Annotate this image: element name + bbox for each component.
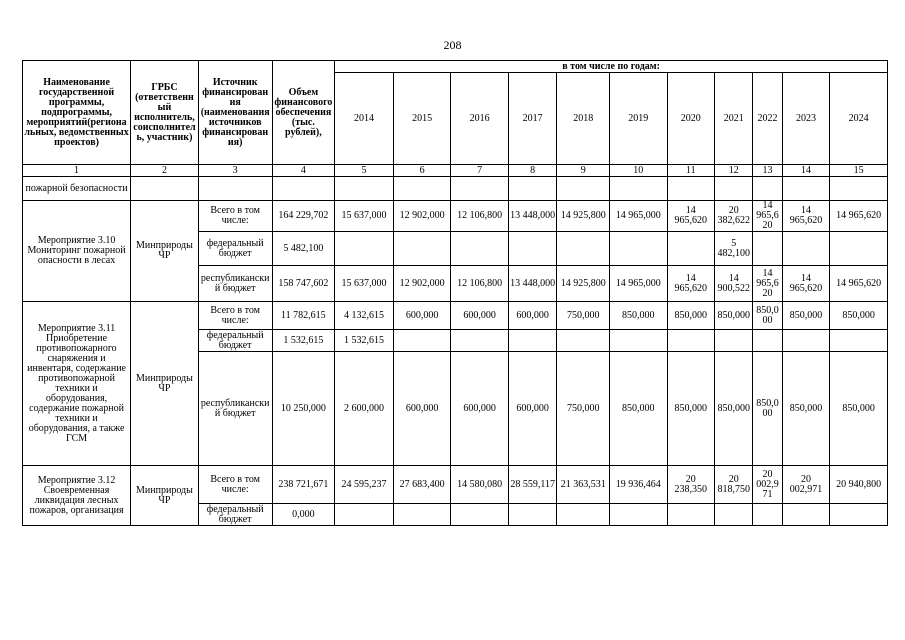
empty-cell: [782, 177, 829, 201]
year-value: [609, 330, 667, 352]
year-value: 600,000: [451, 302, 509, 330]
source-cell: республиканский бюджет: [198, 266, 272, 302]
year-value: 13 448,000: [508, 266, 556, 302]
source-cell: Всего в том числе:: [198, 302, 272, 330]
event-name: Мероприятие 3.12 Своевременная ликвидация лесных пожаров, организация: [23, 466, 131, 526]
year-value: 14 925,800: [557, 266, 610, 302]
source-cell: федеральный бюджет: [198, 330, 272, 352]
year-value: 850,000: [782, 352, 829, 466]
year-value: 5 482,100: [715, 232, 753, 266]
column-number: 14: [782, 165, 829, 177]
header-by-years: в том числе по годам:: [335, 61, 888, 73]
column-number: 10: [609, 165, 667, 177]
year-header: 2014: [335, 73, 394, 165]
year-value: 850,000: [609, 352, 667, 466]
year-header: 2021: [715, 73, 753, 165]
year-header: 2017: [508, 73, 556, 165]
column-number: 9: [557, 165, 610, 177]
year-value: 850,000: [830, 302, 888, 330]
total-cell: 158 747,602: [272, 266, 335, 302]
year-value: 19 936,464: [609, 466, 667, 504]
year-value: 20 940,800: [830, 466, 888, 504]
year-value: 14 965,620: [667, 201, 714, 232]
year-value: [753, 330, 782, 352]
year-value: 20 002,971: [782, 466, 829, 504]
year-value: 14 965,620: [667, 266, 714, 302]
year-value: 14 965,620: [782, 201, 829, 232]
year-value: 20 818,750: [715, 466, 753, 504]
page-number: 208: [443, 38, 462, 52]
year-value: [393, 504, 451, 526]
year-value: 1 532,615: [335, 330, 394, 352]
year-value: [508, 232, 556, 266]
year-value: [451, 232, 509, 266]
year-value: 850,000: [753, 302, 782, 330]
year-value: 13 448,000: [508, 201, 556, 232]
year-value: [508, 504, 556, 526]
empty-cell: [451, 177, 509, 201]
empty-cell: [131, 177, 199, 201]
year-value: 24 595,237: [335, 466, 394, 504]
empty-cell: [715, 177, 753, 201]
column-number: 5: [335, 165, 394, 177]
year-value: 750,000: [557, 352, 610, 466]
year-value: 27 683,400: [393, 466, 451, 504]
year-header: 2023: [782, 73, 829, 165]
year-value: 600,000: [508, 352, 556, 466]
year-value: 14 925,800: [557, 201, 610, 232]
year-value: [782, 232, 829, 266]
year-header: 2020: [667, 73, 714, 165]
year-value: [557, 330, 610, 352]
grbs-cell: Минприроды ЧР: [131, 466, 199, 526]
total-cell: 1 532,615: [272, 330, 335, 352]
year-value: 15 637,000: [335, 266, 394, 302]
year-value: 850,000: [830, 352, 888, 466]
empty-cell: [830, 177, 888, 201]
budget-table: [22, 60, 888, 526]
empty-cell: [753, 177, 782, 201]
year-value: [782, 504, 829, 526]
year-value: [335, 504, 394, 526]
year-value: 12 106,800: [451, 201, 509, 232]
header-volume: Объем финансового обеспечения (тыс. рублей),: [272, 61, 335, 165]
header-grbs: ГРБС (ответственный исполнитель, соисполнитель, участник): [131, 61, 199, 165]
event-name: Мероприятие 3.11 Приобретение противопожарного снаряжения и инвентаря, содержание противопожарной техники и оборудования, содержание пожарной техники и оборудования, а также ГСМ: [23, 302, 131, 466]
year-header: 2024: [830, 73, 888, 165]
column-number: 11: [667, 165, 714, 177]
year-value: 14 580,080: [451, 466, 509, 504]
year-value: 850,000: [667, 352, 714, 466]
column-number: 7: [451, 165, 509, 177]
year-value: [830, 232, 888, 266]
source-cell: федеральный бюджет: [198, 504, 272, 526]
total-cell: 5 482,100: [272, 232, 335, 266]
year-value: [667, 330, 714, 352]
year-value: 21 363,531: [557, 466, 610, 504]
column-number: 6: [393, 165, 451, 177]
header-name: Наименование государственной программы, подпрограммы, мероприятий(региональных, ведомственных проектов): [23, 61, 131, 165]
year-value: 750,000: [557, 302, 610, 330]
year-value: 14 965,620: [830, 201, 888, 232]
column-number: 8: [508, 165, 556, 177]
year-value: [393, 232, 451, 266]
year-value: 20 238,350: [667, 466, 714, 504]
year-value: [667, 232, 714, 266]
empty-cell: [508, 177, 556, 201]
column-number: 1: [23, 165, 131, 177]
year-value: 12 106,800: [451, 266, 509, 302]
year-value: [753, 504, 782, 526]
year-value: 850,000: [753, 352, 782, 466]
year-value: 15 637,000: [335, 201, 394, 232]
year-value: 14 965,000: [609, 201, 667, 232]
year-value: 600,000: [393, 302, 451, 330]
year-value: [335, 232, 394, 266]
year-value: [609, 504, 667, 526]
source-cell: федеральный бюджет: [198, 232, 272, 266]
year-header: 2022: [753, 73, 782, 165]
column-number: 13: [753, 165, 782, 177]
source-cell: Всего в том числе:: [198, 466, 272, 504]
empty-cell: [557, 177, 610, 201]
total-cell: 164 229,702: [272, 201, 335, 232]
year-value: [782, 330, 829, 352]
year-value: [609, 232, 667, 266]
year-value: [451, 504, 509, 526]
source-cell: республиканский бюджет: [198, 352, 272, 466]
year-value: 850,000: [609, 302, 667, 330]
year-value: [715, 504, 753, 526]
year-value: [393, 330, 451, 352]
empty-cell: [272, 177, 335, 201]
year-value: 4 132,615: [335, 302, 394, 330]
year-value: [830, 504, 888, 526]
year-header: 2016: [451, 73, 509, 165]
column-number: 15: [830, 165, 888, 177]
event-name-continued: пожарной безопасности: [23, 177, 131, 201]
year-value: 600,000: [508, 302, 556, 330]
year-value: 14 965,620: [753, 266, 782, 302]
year-value: [753, 232, 782, 266]
year-value: 12 902,000: [393, 266, 451, 302]
year-value: 850,000: [667, 302, 714, 330]
year-value: 850,000: [715, 302, 753, 330]
table-row: [23, 177, 888, 201]
grbs-cell: Минприроды ЧР: [131, 302, 199, 466]
empty-cell: [609, 177, 667, 201]
table-row: [23, 466, 888, 504]
year-value: 20 382,622: [715, 201, 753, 232]
year-value: 14 900,522: [715, 266, 753, 302]
grbs-cell: Минприроды ЧР: [131, 201, 199, 302]
year-value: 12 902,000: [393, 201, 451, 232]
year-value: 14 965,620: [830, 266, 888, 302]
year-value: [715, 330, 753, 352]
empty-cell: [667, 177, 714, 201]
year-value: [830, 330, 888, 352]
year-value: 600,000: [393, 352, 451, 466]
year-header: 2019: [609, 73, 667, 165]
total-cell: 0,000: [272, 504, 335, 526]
year-value: 14 965,000: [609, 266, 667, 302]
total-cell: 10 250,000: [272, 352, 335, 466]
table-row: [23, 302, 888, 330]
year-value: 600,000: [451, 352, 509, 466]
year-value: [667, 504, 714, 526]
year-value: [557, 504, 610, 526]
table-row: [23, 201, 888, 232]
empty-cell: [393, 177, 451, 201]
year-value: 850,000: [715, 352, 753, 466]
year-header: 2018: [557, 73, 610, 165]
total-cell: 11 782,615: [272, 302, 335, 330]
empty-cell: [335, 177, 394, 201]
header-source: Источник финансирования (наименования источников финансирования): [198, 61, 272, 165]
year-value: [451, 330, 509, 352]
year-value: 20 002,971: [753, 466, 782, 504]
source-cell: Всего в том числе:: [198, 201, 272, 232]
column-number: 12: [715, 165, 753, 177]
year-value: 14 965,620: [753, 201, 782, 232]
year-value: [557, 232, 610, 266]
year-value: 850,000: [782, 302, 829, 330]
total-cell: 238 721,671: [272, 466, 335, 504]
year-header: 2015: [393, 73, 451, 165]
empty-cell: [198, 177, 272, 201]
column-number: 3: [198, 165, 272, 177]
year-value: [508, 330, 556, 352]
event-name: Мероприятие 3.10 Мониторинг пожарной опасности в лесах: [23, 201, 131, 302]
year-value: 28 559,117: [508, 466, 556, 504]
column-number: 4: [272, 165, 335, 177]
year-value: 14 965,620: [782, 266, 829, 302]
column-number: 2: [131, 165, 199, 177]
year-value: 2 600,000: [335, 352, 394, 466]
